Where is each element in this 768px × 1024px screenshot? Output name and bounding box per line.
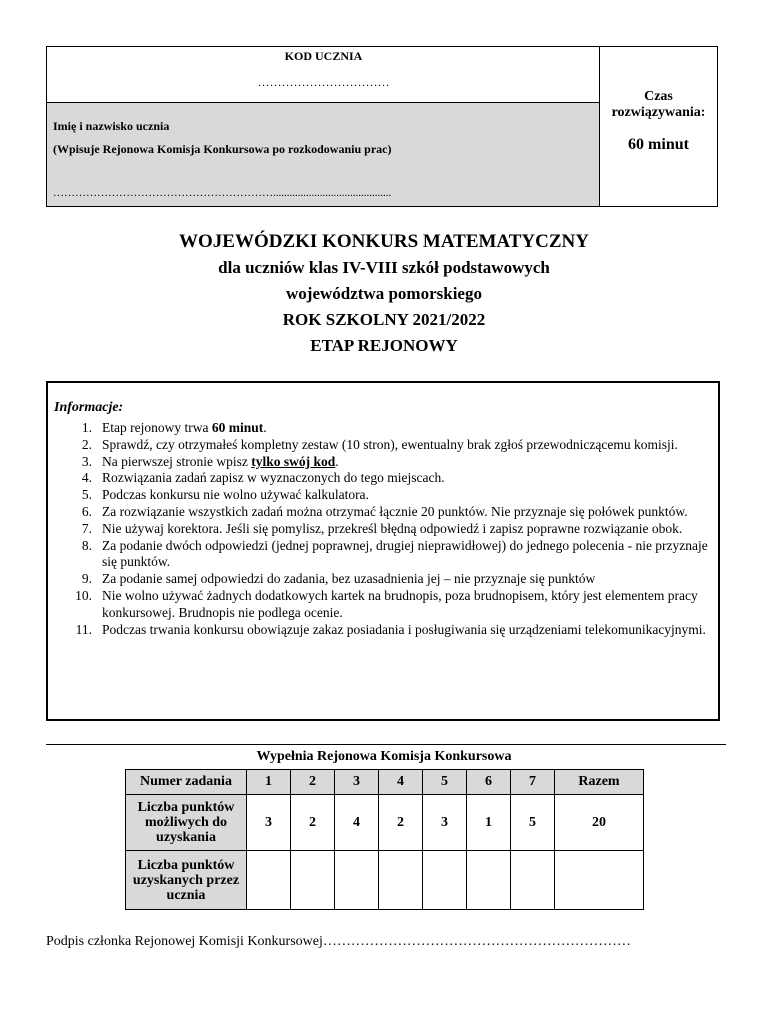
task-number-cell: 2 — [291, 770, 335, 795]
info-item-emphasis: tylko swój kod — [251, 453, 336, 469]
info-item — [48, 538, 718, 572]
info-item — [48, 437, 718, 454]
info-item-number: 4. — [81, 470, 92, 486]
info-item — [48, 454, 718, 471]
info-item — [48, 622, 718, 639]
info-item-number: 3. — [81, 453, 92, 469]
info-item-text: Podczas konkursu nie wolno używać kalkulatora. — [102, 487, 369, 503]
time-label: Czas rozwiązywania: — [611, 89, 706, 120]
student-name-label: Imię i nazwisko ucznia — [53, 119, 170, 133]
contest-subtitle-region: województwa pomorskiego — [286, 284, 482, 303]
task-number-row — [126, 770, 644, 795]
earned-points-cell[interactable] — [247, 851, 291, 910]
info-item-text: Etap rejonowy trwa — [102, 420, 212, 435]
info-item — [48, 420, 718, 437]
student-name-note: (Wpisuje Rejonowa Komisja Konkursowa po rozkodowaniu prac) — [53, 142, 392, 156]
task-number-cell: 1 — [247, 770, 291, 795]
info-item-text-end: . — [335, 453, 339, 469]
possible-points-row — [126, 795, 644, 851]
possible-points-cell: 3 — [423, 795, 467, 851]
info-item-number: 1. — [81, 420, 92, 435]
score-table-caption: Wypełnia Rejonowa Komisja Konkursowa — [256, 749, 512, 764]
possible-points-cell: 1 — [467, 795, 511, 851]
info-item — [48, 470, 718, 487]
time-cell — [600, 47, 717, 206]
task-number-cell: 7 — [511, 770, 555, 795]
total-header: Razem — [555, 770, 644, 795]
earned-points-cell[interactable] — [379, 851, 423, 910]
info-item — [48, 521, 718, 538]
task-number-cell: 5 — [423, 770, 467, 795]
earned-points-header: Liczba punktów uzyskanych przez ucznia — [126, 851, 247, 910]
earned-points-cell[interactable] — [511, 851, 555, 910]
task-number-cell: 6 — [467, 770, 511, 795]
info-list — [48, 420, 718, 638]
task-number-cell: 4 — [379, 770, 423, 795]
earned-points-total[interactable] — [555, 851, 644, 910]
score-table — [125, 769, 644, 910]
separator-line — [46, 744, 726, 745]
info-box — [46, 381, 720, 721]
contest-subtitle-grades: dla uczniów klas IV-VIII szkół podstawowych — [218, 258, 550, 277]
info-heading: Informacje: — [54, 400, 124, 415]
info-item-text: Za rozwiązanie wszystkich zadań można otrzymać łącznie 20 punktów. Nie przyznaje się połówek punktów. — [102, 503, 688, 519]
student-code-label: KOD UCZNIA — [284, 49, 363, 63]
info-item-number: 2. — [81, 436, 92, 452]
info-item — [48, 504, 718, 521]
info-item-number: 11. — [75, 621, 92, 637]
info-item — [48, 588, 718, 622]
info-item-number: 8. — [81, 537, 92, 553]
possible-points-cell: 3 — [247, 795, 291, 851]
task-number-cell: 3 — [335, 770, 379, 795]
possible-points-total: 20 — [555, 795, 644, 851]
task-number-header: Numer zadania — [126, 770, 247, 795]
student-code-cell[interactable] — [47, 47, 600, 103]
contest-stage: ETAP REJONOWY — [310, 336, 458, 355]
info-item-text: Za podanie dwóch odpowiedzi (jednej poprawnej, drugiej nieprawidłowej) do jednego polecenia - nie przyznaje się punktów. — [102, 537, 708, 570]
possible-points-cell: 2 — [379, 795, 423, 851]
earned-points-row — [126, 851, 644, 910]
info-item-number: 10. — [75, 587, 92, 603]
earned-points-cell[interactable] — [423, 851, 467, 910]
info-item-emphasis: 60 minut — [211, 420, 264, 435]
info-item-text: Nie wolno używać żadnych dodatkowych kartek na brudnopis, poza brudnopisem, który jest elementem pracy konkursowej. Brudnopis nie podlega ocenie. — [102, 587, 698, 620]
possible-points-header: Liczba punktów możliwych do uzyskania — [126, 795, 247, 851]
student-code-field[interactable]: …………………………… — [257, 75, 390, 89]
contest-title: WOJEWÓDZKI KONKURS MATEMATYCZNY — [179, 231, 589, 252]
info-item-number: 7. — [81, 520, 92, 536]
earned-points-cell[interactable] — [335, 851, 379, 910]
info-item-text: Na pierwszej stronie wpisz — [102, 453, 252, 469]
header-box — [46, 46, 718, 207]
info-item-text: Za podanie samej odpowiedzi do zadania, bez uzasadnienia jej – nie przyznaje się punktów — [102, 571, 596, 587]
possible-points-cell: 2 — [291, 795, 335, 851]
info-item — [48, 571, 718, 588]
earned-points-cell[interactable] — [467, 851, 511, 910]
info-item-number: 6. — [81, 503, 92, 519]
possible-points-cell: 4 — [335, 795, 379, 851]
possible-points-cell: 5 — [511, 795, 555, 851]
info-item-text: Sprawdź, czy otrzymałeś kompletny zestaw (10 stron), ewentualny brak zgłoś przewodniczącemu komisji. — [102, 436, 678, 452]
signature-line[interactable]: Podpis członka Rejonowej Komisji Konkursowej………………………………………………………… — [46, 934, 631, 949]
student-name-cell[interactable] — [47, 103, 600, 206]
info-item-text-end: . — [263, 420, 267, 435]
earned-points-cell[interactable] — [291, 851, 335, 910]
school-year: ROK SZKOLNY 2021/2022 — [282, 310, 486, 329]
info-item-number: 5. — [81, 487, 92, 503]
time-value: 60 minut — [628, 136, 689, 153]
student-name-field[interactable]: ……………………………………………………........................................... — [53, 187, 392, 199]
info-item-text: Rozwiązania zadań zapisz w wyznaczonych do tego miejscach. — [102, 470, 445, 486]
info-item-text: Nie używaj korektora. Jeśli się pomylisz, przekreśl błędną odpowiedź i zapisz poprawne rozwiązanie obok. — [102, 520, 683, 536]
info-item-number: 9. — [81, 571, 92, 587]
info-item — [48, 487, 718, 504]
info-item-text: Podczas trwania konkursu obowiązuje zakaz posiadania i posługiwania się urządzeniami telekomunikacyjnymi. — [102, 621, 706, 637]
